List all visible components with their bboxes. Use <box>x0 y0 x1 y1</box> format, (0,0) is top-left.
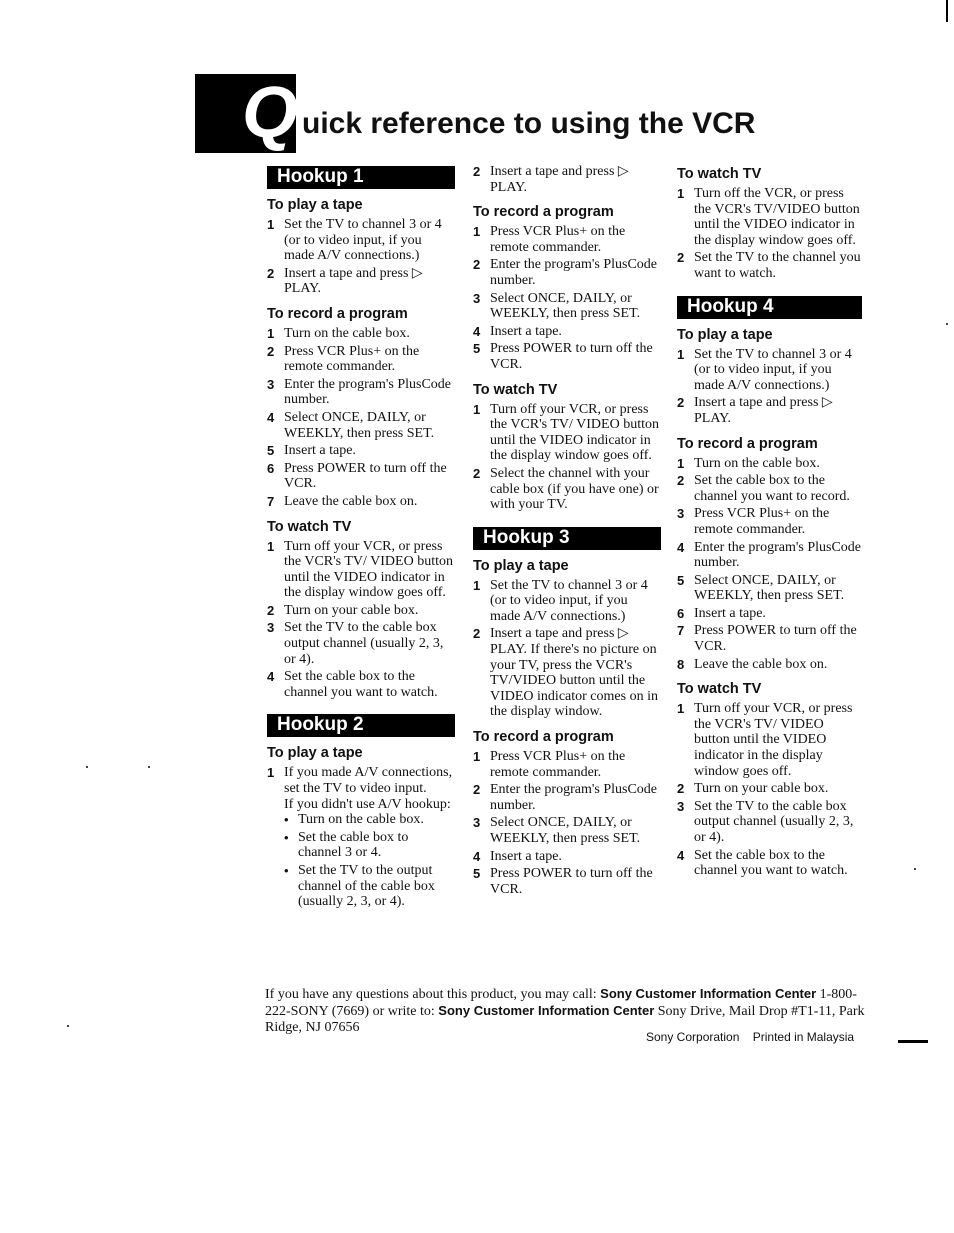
step-text: Enter the program's PlusCode number. <box>694 539 861 571</box>
bullet-icon: • <box>284 812 289 828</box>
step-number: 4 <box>267 669 275 685</box>
step-number: 6 <box>677 605 685 621</box>
step-text: Press POWER to turn off the VCR. <box>490 341 653 372</box>
step-text: Select the channel with your cable box (if you have one) or with your TV. <box>490 465 659 513</box>
step-item <box>473 341 661 372</box>
step-number: 1 <box>267 325 275 341</box>
step-number: 4 <box>473 848 481 864</box>
step-item <box>677 573 862 604</box>
step-item <box>677 623 862 654</box>
scan-speck <box>67 1025 69 1027</box>
step-item <box>473 164 661 195</box>
step-item <box>473 782 661 813</box>
step-list <box>267 765 455 909</box>
step-item <box>267 603 455 619</box>
section-heading: To watch TV <box>677 166 762 182</box>
step-list <box>677 701 862 879</box>
section-heading: To play a tape <box>677 326 773 343</box>
hookup-block <box>473 527 661 898</box>
step-text: Leave the cable box on. <box>694 656 828 672</box>
step-text: If you made A/V connections, set the TV to video input. <box>284 765 453 797</box>
step-text: Press POWER to turn off the VCR. <box>284 460 447 492</box>
sub-step-text: Set the cable box to channel 3 or 4. <box>298 829 409 861</box>
step-text: Insert a tape and press ▷ PLAY. If there's no picture on your TV, press the VCR's TV/VIDEO button until the VIDEO indicator comes on in the display window. <box>490 626 658 720</box>
step-list <box>473 578 661 720</box>
step-text: Press VCR Plus+ on the remote commander. <box>490 749 626 780</box>
step-text: Insert a tape and press ▷ PLAY. <box>694 395 833 426</box>
step-item <box>267 765 455 909</box>
step-number: 1 <box>267 538 275 554</box>
bullet-icon: • <box>284 829 289 845</box>
step-number: 8 <box>677 656 685 672</box>
step-list <box>267 217 455 297</box>
step-text: Press VCR Plus+ on the remote commander. <box>694 506 830 537</box>
step-text: Press POWER to turn off the VCR. <box>694 623 857 655</box>
step-number: 2 <box>473 782 481 798</box>
step-number: 3 <box>677 506 685 522</box>
step-list <box>677 456 862 673</box>
step-item <box>473 291 661 322</box>
step-item <box>267 344 455 375</box>
contact-text: If you have any questions about this product, you may call: <box>265 987 601 1002</box>
step-list <box>473 749 661 897</box>
step-text: Set the cable box to the channel you want to watch. <box>694 847 848 879</box>
section-heading: To watch TV <box>267 518 352 535</box>
step-number: 1 <box>677 346 685 362</box>
step-text: Set the TV to channel 3 or 4 (or to video input, if you made A/V connections.) <box>284 217 442 264</box>
step-item <box>677 456 862 472</box>
step-item <box>677 701 862 779</box>
step-number: 2 <box>267 265 275 281</box>
step-number: 1 <box>677 455 685 471</box>
step-item <box>473 749 661 780</box>
step-number: 3 <box>473 290 481 306</box>
step-list <box>473 164 661 195</box>
corporate-imprint: Sony Corporation Printed in Malaysia <box>646 1030 855 1044</box>
step-item <box>267 377 455 408</box>
step-text: Turn on the cable box. <box>284 325 410 341</box>
step-item <box>267 326 455 342</box>
step-item <box>267 620 455 667</box>
step-item <box>267 266 455 297</box>
step-item <box>473 257 661 288</box>
section-heading: To record a program <box>677 435 818 452</box>
section-heading: To watch TV <box>677 681 762 698</box>
scan-speck <box>946 323 948 325</box>
step-number: 1 <box>473 749 481 765</box>
step-text: Select ONCE, DAILY, or WEEKLY, then press SET. <box>694 572 845 604</box>
step-number: 1 <box>267 765 275 781</box>
step-list <box>267 539 455 701</box>
page-rule <box>898 1040 928 1043</box>
step-item <box>677 506 862 537</box>
step-item <box>267 410 455 441</box>
step-number: 2 <box>677 395 685 411</box>
step-number: 2 <box>267 602 275 618</box>
contact-text: 1-800-222-SONY (7669) or write to: <box>265 987 857 1019</box>
step-text: Insert a tape. <box>284 443 356 459</box>
step-number: 4 <box>473 323 481 339</box>
step-text: Set the TV to channel 3 or 4 (or to video input, if you made A/V connections.) <box>490 577 648 624</box>
step-number: 6 <box>267 460 275 476</box>
column-3 <box>677 164 862 886</box>
hookup-heading: Hookup 3 <box>473 527 661 550</box>
step-item <box>677 799 862 846</box>
section-heading: To record a program <box>267 305 408 322</box>
step-list <box>677 347 862 427</box>
step-item <box>677 540 862 571</box>
step-item <box>677 186 862 248</box>
bullet-icon: • <box>284 863 289 878</box>
step-text: Press VCR Plus+ on the remote commander. <box>284 343 420 375</box>
step-item <box>267 539 455 601</box>
step-text: Turn off your VCR, or press the VCR's TV/ VIDEO button until the VIDEO indicator in the display window goes off. <box>694 701 853 779</box>
step-item <box>267 443 455 459</box>
hookup-block <box>677 164 862 282</box>
step-item <box>267 217 455 264</box>
step-item <box>677 606 862 622</box>
step-list <box>267 326 455 510</box>
section-heading: To record a program <box>473 204 614 221</box>
step-text: Insert a tape and press ▷ PLAY. <box>284 265 423 297</box>
step-item <box>473 866 661 897</box>
step-number: 2 <box>473 257 481 273</box>
step-text: Select ONCE, DAILY, or WEEKLY, then press SET. <box>490 815 641 846</box>
step-text: Set the cable box to the channel you want to watch. <box>284 669 438 700</box>
column-1 <box>267 166 455 917</box>
contact-address: Sony Drive, Mail Drop #T1-11, Park Ridge, NJ 07656 <box>265 1004 865 1035</box>
step-number: 3 <box>267 620 275 636</box>
step-text: Insert a tape and press ▷ PLAY. <box>490 164 629 195</box>
scan-edge-line <box>946 0 948 22</box>
step-text: Press POWER to turn off the VCR. <box>490 866 653 897</box>
title-initial: Q <box>241 73 298 153</box>
step-item <box>677 395 862 426</box>
sub-step-item <box>284 812 455 828</box>
section-heading: To play a tape <box>267 745 363 762</box>
column-2 <box>473 164 661 904</box>
step-item <box>677 657 862 673</box>
step-item <box>473 815 661 846</box>
step-number: 4 <box>267 409 275 425</box>
contact-note <box>265 986 875 1036</box>
step-text: Set the TV to the channel you want to watch. <box>694 250 861 281</box>
contact-center-name: Sony Customer Information Center <box>438 1003 655 1018</box>
step-item <box>473 578 661 625</box>
step-number: 3 <box>267 376 275 392</box>
step-item <box>677 347 862 394</box>
step-text: Turn on your cable box. <box>284 602 419 618</box>
step-number: 7 <box>267 493 275 509</box>
step-text: Set the TV to the cable box output channel (usually 2, 3, or 4). <box>284 620 444 667</box>
step-number: 2 <box>473 164 481 179</box>
hookup-block <box>267 714 455 909</box>
step-note: If you didn't use A/V hookup: <box>284 796 451 812</box>
step-item <box>473 224 661 255</box>
step-number: 4 <box>677 847 685 863</box>
step-number: 3 <box>473 815 481 831</box>
step-number: 5 <box>473 866 481 882</box>
step-item <box>473 849 661 865</box>
step-number: 7 <box>677 623 685 639</box>
sub-step-item <box>284 830 455 861</box>
sub-step-list <box>284 812 455 910</box>
step-number: 2 <box>677 250 685 266</box>
scan-speck <box>148 766 150 768</box>
step-item <box>677 781 862 797</box>
step-text: Enter the program's PlusCode number. <box>490 257 657 288</box>
sub-step-text: Set the TV to the output channel of the cable box (usually 2, 3, or 4). <box>298 863 435 910</box>
step-text: Enter the program's PlusCode number. <box>284 376 451 408</box>
step-number: 1 <box>473 224 481 240</box>
step-text: Set the TV to the cable box output channel (usually 2, 3, or 4). <box>694 798 854 845</box>
step-text: Insert a tape. <box>490 323 562 339</box>
step-number: 5 <box>267 443 275 459</box>
step-number: 2 <box>677 781 685 797</box>
step-number: 5 <box>473 341 481 357</box>
step-text: Set the cable box to the channel you want to record. <box>694 473 850 504</box>
step-text: Turn on your cable box. <box>694 781 829 797</box>
step-number: 3 <box>677 798 685 814</box>
sub-step-item <box>284 863 455 910</box>
step-text: Press VCR Plus+ on the remote commander. <box>490 224 626 255</box>
scan-speck <box>914 868 916 870</box>
hookup-heading: Hookup 1 <box>267 166 455 189</box>
step-list <box>677 186 862 282</box>
step-number: 1 <box>677 186 685 201</box>
step-text: Set the TV to channel 3 or 4 (or to video input, if you made A/V connections.) <box>694 346 852 393</box>
page-title: uick reference to using the VCR <box>302 107 756 140</box>
step-item <box>267 494 455 510</box>
section-heading: To play a tape <box>473 557 569 574</box>
step-number: 1 <box>473 577 481 593</box>
step-number: 2 <box>473 626 481 642</box>
step-item <box>267 669 455 700</box>
step-item <box>677 250 862 281</box>
section-heading: To record a program <box>473 729 614 746</box>
scan-speck <box>86 766 88 768</box>
step-number: 2 <box>677 473 685 489</box>
hookup-block <box>677 296 862 879</box>
step-text: Enter the program's PlusCode number. <box>490 782 657 813</box>
step-item <box>267 461 455 492</box>
step-number: 2 <box>473 465 481 481</box>
step-text: Insert a tape. <box>694 605 766 621</box>
step-text: Select ONCE, DAILY, or WEEKLY, then press SET. <box>284 409 435 441</box>
step-text: Select ONCE, DAILY, or WEEKLY, then press SET. <box>490 290 641 322</box>
step-number: 1 <box>473 401 481 417</box>
hookup-heading: Hookup 4 <box>677 296 862 319</box>
step-list <box>473 224 661 372</box>
step-number: 4 <box>677 539 685 555</box>
hookup-heading: Hookup 2 <box>267 714 455 737</box>
step-number: 2 <box>267 343 275 359</box>
hookup-block <box>473 164 661 513</box>
step-text: Insert a tape. <box>490 848 562 864</box>
step-text: Leave the cable box on. <box>284 493 418 509</box>
step-item <box>677 848 862 879</box>
step-text: Turn on the cable box. <box>694 455 820 471</box>
section-heading: To play a tape <box>267 197 363 213</box>
step-text: Turn off the VCR, or press the VCR's TV/VIDEO button until the VIDEO indicator in the display window goes off. <box>694 186 860 248</box>
step-number: 1 <box>677 701 685 717</box>
contact-center-name: Sony Customer Information Center <box>600 986 817 1001</box>
step-item <box>473 626 661 720</box>
step-number: 1 <box>267 217 275 232</box>
step-item <box>473 402 661 464</box>
step-list <box>473 402 661 513</box>
step-item <box>677 473 862 504</box>
step-text: Turn off your VCR, or press the VCR's TV/ VIDEO button until the VIDEO indicator in the display window goes off. <box>490 401 659 464</box>
step-text: Turn off your VCR, or press the VCR's TV/ VIDEO button until the VIDEO indicator in the display window goes off. <box>284 538 453 601</box>
sub-step-text: Turn on the cable box. <box>298 812 424 828</box>
step-number: 5 <box>677 572 685 588</box>
hookup-block <box>267 166 455 700</box>
section-heading: To watch TV <box>473 381 558 398</box>
step-item <box>473 466 661 513</box>
step-item <box>473 324 661 340</box>
